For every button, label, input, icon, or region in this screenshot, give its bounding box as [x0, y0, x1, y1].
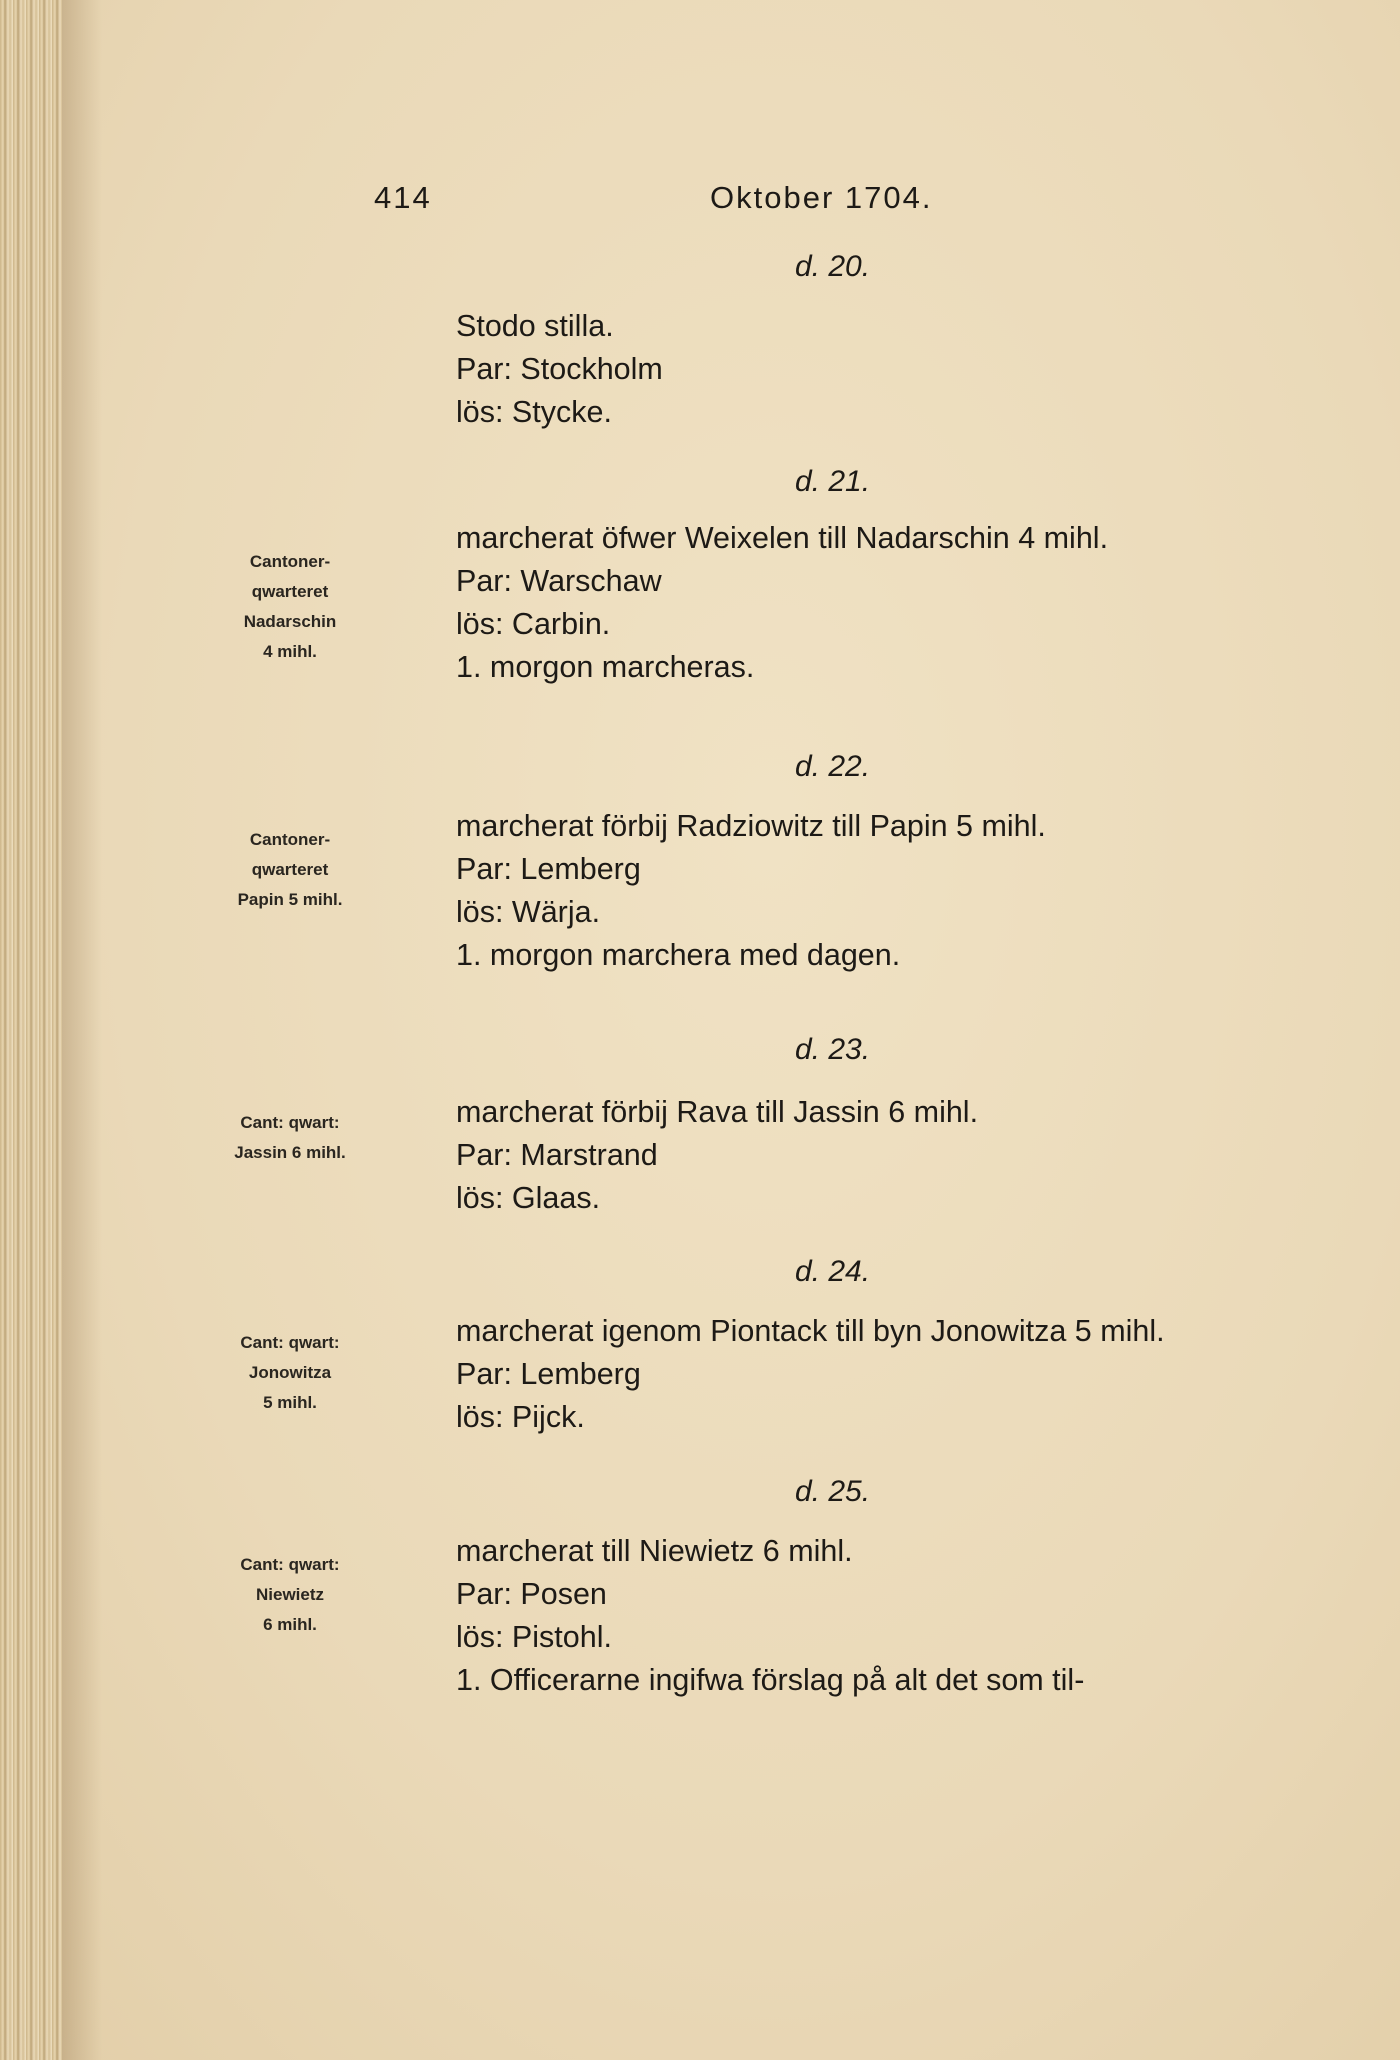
margin-line: Cantoner-: [249, 830, 331, 849]
entry-line: Par: Posen: [456, 1577, 607, 1611]
margin-note: [200, 547, 380, 667]
entry-line: marcherat förbij Rava till Jassin 6 mihl.: [456, 1095, 979, 1129]
entry-line: 1. Officerarne ingifwa förslag på alt det som til-: [456, 1663, 1085, 1697]
entry-line: lös: Carbin.: [456, 607, 611, 641]
entry-line: 1. morgon marchera med dagen.: [456, 938, 901, 972]
margin-line: qwarteret: [251, 860, 329, 879]
entry-line: Par: Marstrand: [456, 1138, 658, 1172]
entry-date: d. 21.: [795, 465, 871, 498]
entry-line: lös: Stycke.: [456, 395, 612, 429]
entry-date: d. 20.: [795, 250, 871, 283]
margin-note: [200, 1108, 380, 1168]
entry-date: d. 25.: [795, 1475, 871, 1508]
entry-line: lös: Glaas.: [456, 1181, 601, 1215]
margin-line: Jassin 6 mihl.: [234, 1143, 346, 1162]
margin-line: 5 mihl.: [263, 1393, 317, 1412]
margin-line: 4 mihl.: [263, 642, 317, 661]
margin-line: Cant: qwart:: [240, 1555, 340, 1574]
page-header: [0, 180, 1400, 230]
entry-date: d. 23.: [795, 1033, 871, 1066]
entry-date: d. 22.: [795, 750, 871, 783]
entry-line: lös: Pijck.: [456, 1400, 585, 1434]
entry-body: [456, 517, 1108, 689]
margin-note: [200, 825, 380, 915]
entry-body: [456, 305, 663, 434]
entry-line: 1. morgon marcheras.: [456, 650, 755, 684]
entry-date: d. 24.: [795, 1255, 871, 1288]
entry-line: lös: Pistohl.: [456, 1620, 612, 1654]
running-head: Oktober 1704.: [710, 180, 933, 215]
entry-line: marcherat till Niewietz 6 mihl.: [456, 1534, 853, 1568]
margin-note: [200, 1550, 380, 1640]
margin-line: Niewietz: [255, 1585, 325, 1604]
entry-body: [456, 1310, 1165, 1439]
entry-line: marcherat förbij Radziowitz till Papin 5 mihl.: [456, 809, 1046, 843]
entry-line: Par: Lemberg: [456, 1357, 641, 1391]
margin-line: Cant: qwart:: [240, 1113, 340, 1132]
margin-line: Cant: qwart:: [240, 1333, 340, 1352]
margin-line: Cantoner-: [249, 552, 331, 571]
entry-body: [456, 805, 1046, 977]
entry-line: lös: Wärja.: [456, 895, 601, 929]
margin-line: 6 mihl.: [263, 1615, 317, 1634]
book-spine-edge: [0, 0, 62, 2060]
margin-note: [200, 1328, 380, 1418]
entry-line: Stodo stilla.: [456, 309, 614, 343]
entry-line: Par: Stockholm: [456, 352, 663, 386]
entry-line: marcherat igenom Piontack till byn Jonowitza 5 mihl.: [456, 1314, 1165, 1348]
entry-line: Par: Warschaw: [456, 564, 662, 598]
margin-line: Jonowitza: [248, 1363, 332, 1382]
gutter-shadow: [62, 0, 102, 2060]
page-number: 414: [374, 180, 432, 215]
entry-line: marcherat öfwer Weixelen till Nadarschin 4 mihl.: [456, 521, 1109, 555]
entry-line: Par: Lemberg: [456, 852, 641, 886]
margin-line: qwarteret: [251, 582, 329, 601]
margin-line: Papin 5 mihl.: [237, 890, 343, 909]
margin-line: Nadarschin: [243, 612, 337, 631]
entry-body: [456, 1530, 1084, 1702]
entry-body: [456, 1091, 978, 1220]
